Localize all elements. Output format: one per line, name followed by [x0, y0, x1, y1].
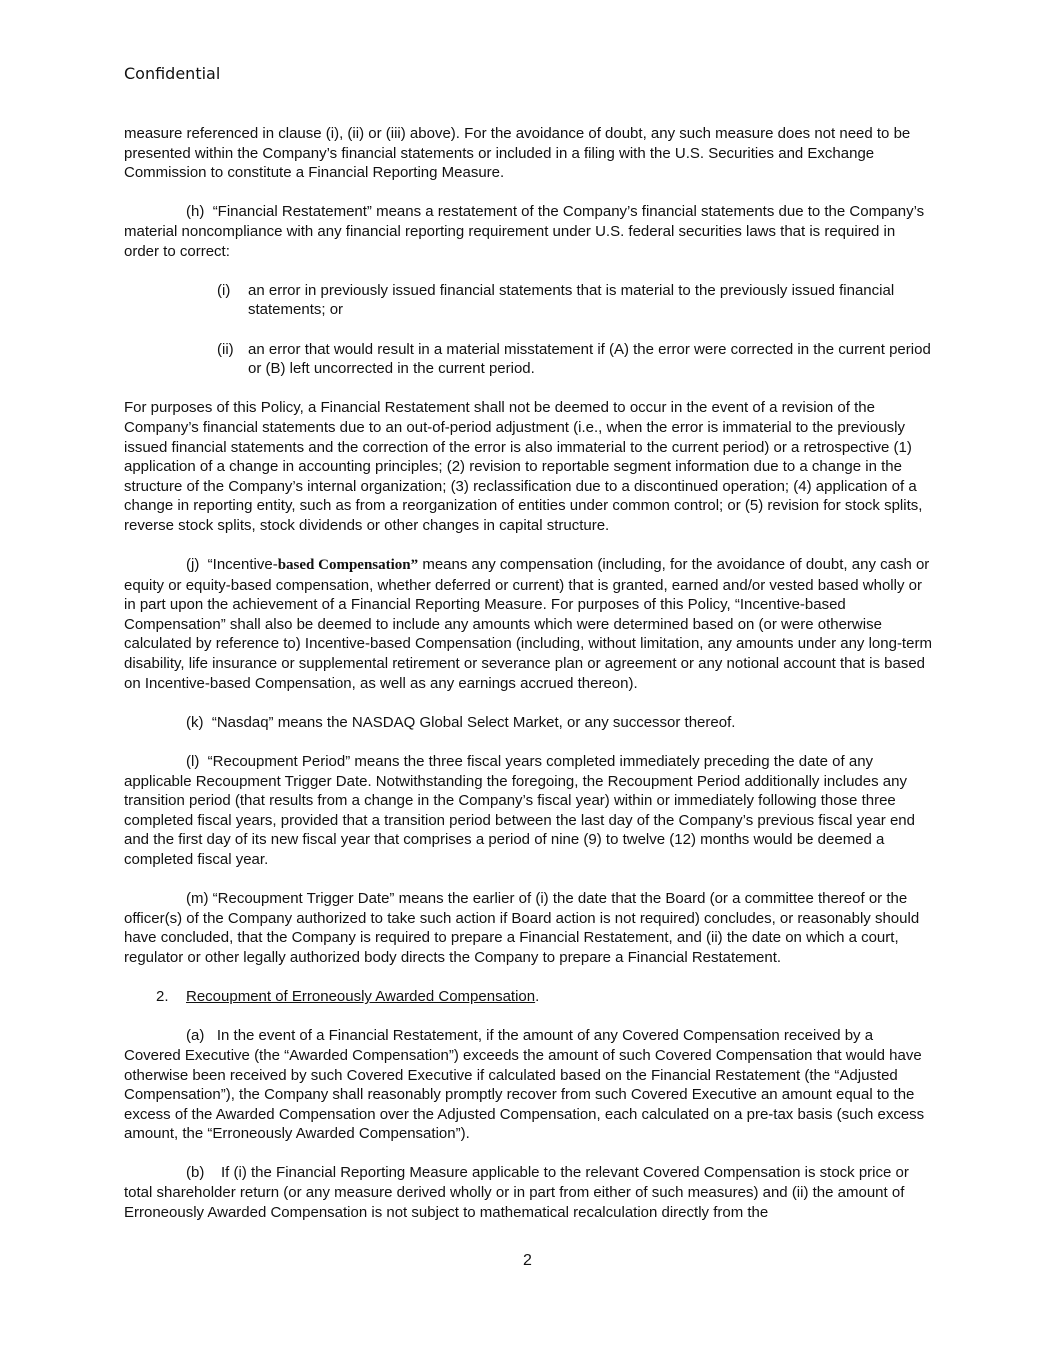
definition-text: means the earlier of (i) the date that the Board (or a committee thereof or the officer(s) of the Company authorized to take such action if Board action is not required) concludes, or reasonably should have concluded, that the Company is required to prepare a Financial Restatement, and (ii) the date on which a court, regulator or other legally authorized body directs the Company to prepare a Financial Restatement.	[124, 890, 920, 966]
defined-term: “Recoupment Trigger Date”	[212, 890, 395, 908]
clause-label: (l)	[186, 753, 200, 770]
list-item-ii	[124, 340, 932, 379]
definition-j	[124, 555, 932, 693]
section-2a	[124, 1026, 932, 1144]
restatement-exclusions-paragraph: For purposes of this Policy, a Financial Restatement shall not be deemed to occur in the event of a revision of the Company’s financial statements due to an out-of-period adjustment (i.e., when the error is immaterial to the previously issued financial statements and the correction of the error is also immaterial to the current period) or a retrospective (1) application of a change in accounting principles; (2) revision to reportable segment information due to a change in the structure of the Company’s internal organization; (3) reclassification due to a discontinued operation; (4) application of a change in reporting entity, such as from a reorganization of entities under common control; or (5) revision for stock splits, reverse stock splits, stock dividends or other changes in capital structure.	[124, 399, 923, 534]
defined-term: “Incentive-	[207, 556, 278, 574]
list-number: (i)	[217, 281, 231, 299]
defined-term: “Nasdaq”	[211, 713, 274, 731]
clause-label: (b)	[186, 1164, 205, 1182]
clause-text: In the event of a Financial Restatement, if the amount of any Covered Compensation received by a Covered Executive (the “Awarded Compensation”) exceeds the amount of such Covered Compensation that would have otherwise been received by such Covered Executive if calculated based on the Financial Restatement (the “Adjusted Compensation”), the Company shall reasonably promptly recover from such Covered Executive an amount equal to the excess of the Awarded Compensation over the Adjusted Compensation, each calculated on a pre-tax basis (such excess amount, the “Erroneously Awarded Compensation”).	[124, 1027, 925, 1143]
clause-text: If (i) the Financial Reporting Measure applicable to the relevant Covered Compensation is stock price or total shareholder return (or any measure derived wholly or in part from either of such measures) and (ii) the amount of Erroneously Awarded Compensation is not subject to mathematical recalculation directly from the	[124, 1164, 909, 1221]
definition-k	[124, 713, 932, 733]
section-2-heading	[124, 987, 932, 1007]
clause-label: (m)	[186, 890, 209, 908]
intro-paragraph: measure referenced in clause (i), (ii) or (iii) above). For the avoidance of doubt, any such measure does not need to be presented within the Company’s financial statements or included in a filing with the U.S. Securities and Exchange Commission to constitute a Financial Reporting Measure.	[124, 125, 911, 182]
definition-l	[124, 752, 932, 870]
list-text: an error in previously issued financial statements that is material to the previously issued financial statements; or	[248, 281, 895, 319]
definition-text: means any compensation (including, for the avoidance of doubt, any cash or equity or equity-based compensation, whether deferred or current) that is granted, earned and/or vested based wholly or in part upon the achievement of a Financial Reporting Measure. For purposes of this Policy, “Incentive-based Compensation” shall also be deemed to include any amounts which were determined based on (or were otherwise calculated by reference to) Incentive-based Compensation (including, without limitation, any amounts under any long-term disability, life insurance or supplemental retirement or severance plan or agreement or any notional account that is based on Incentive-based Compensation, as well as any earnings accrued thereon).	[124, 556, 932, 692]
list-item-i	[124, 281, 932, 320]
definition-text: means a restatement of the Company’s financial statements due to the Company’s material noncompliance with any financial reporting requirement under U.S. federal securities laws that is required in order to correct:	[124, 203, 925, 260]
clause-label: (a)	[186, 1027, 205, 1045]
clause-label: (k)	[186, 713, 204, 731]
defined-term: “Recoupment Period”	[207, 753, 351, 770]
list-text: an error that would result in a material misstatement if (A) the error were corrected in the current period or (B) left uncorrected in the current period.	[248, 340, 931, 378]
document-body	[124, 124, 932, 1242]
section-title: Recoupment of Erroneously Awarded Compensation	[186, 988, 536, 1006]
page-number: 2	[523, 1252, 532, 1269]
section-2b	[124, 1163, 932, 1222]
definition-m	[124, 889, 932, 967]
section-title-period: .	[535, 988, 540, 1006]
definition-text: means the three fiscal years completed immediately preceding the date of any applicable Recoupment Trigger Date. Notwithstanding the foregoing, the Recoupment Period additionally includes any transition period (that results from a change in the Company’s fiscal year) within or immediately following those three completed fiscal years, provided that a transition period between the last day of the Company’s previous fiscal year end and the first day of its new fiscal year that comprises a period of nine (9) to twelve (12) months would be deemed a completed fiscal year.	[124, 753, 915, 868]
confidential-header: Confidential	[124, 64, 221, 83]
definition-h	[124, 202, 932, 261]
defined-term: “Financial Restatement”	[212, 203, 372, 221]
list-number: (ii)	[217, 340, 234, 358]
defined-term-bold: based Compensation”	[277, 557, 419, 574]
definition-text: means the NASDAQ Global Select Market, or any successor thereof.	[273, 713, 736, 731]
clause-label: (j)	[186, 556, 200, 574]
section-number: 2.	[156, 988, 169, 1006]
clause-label: (h)	[186, 203, 205, 221]
